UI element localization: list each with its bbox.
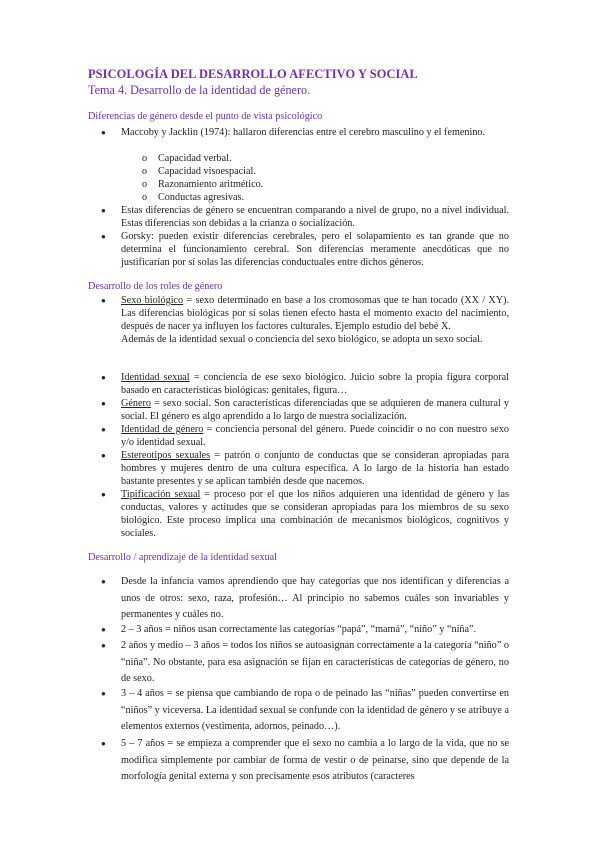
list-item: ● Gorsky: pueden existir diferencias cerebrales, pero el solapamiento es tan grande que no determina el funcionamiento cerebral. Son diferencias meramente anecdóticas que no justificarían por sí solas las diferencias conductuales entre dichos géneros. (101, 231, 509, 269)
list-item: ● Género = sexo social. Son características diferenciadas que se adquieren de manera cultural y social. El género es algo aprendido a lo largo de nuestra socialización. (101, 398, 509, 423)
term-sexo-biologico: Sexo biológico (121, 295, 184, 306)
bullet-icon: ● (101, 641, 106, 650)
term-identidad-de-genero: Identidad de género (121, 424, 204, 435)
list-item: ● Identidad sexual = conciencia de ese sexo biológico. Juicio sobre la propia figura corporal basado en características biológicas: genitales, figura… (101, 372, 509, 397)
term-genero: Género (121, 398, 151, 409)
list-item: ● 5 – 7 años = se empieza a comprender que el sexo no cambia a lo largo de la vida, que no se modifica simplemente por cambiar de forma de vestir o de peinarse, sino que depende de la morfología genital externa y son precisamente esos atributos (caracteres (101, 738, 509, 783)
list-item: ● Sexo biológico = sexo determinado en base a los cromosomas que te han tocado (XX / XY). Las diferencias biológicas por sí solas tienen efecto hasta el momento exacto del nacimiento, después de nacer ya influyen los factores culturales. Ejemplo estudio del bebé X. Además de la identidad sexual o conciencia del sexo biológico, se adopta un sexo social. (101, 295, 509, 346)
list-item: ● 2 años y medio – 3 años = todos los niños se autoasignan correctamente a la categoría “niño” o “niña”. No obstante, para esa asignación se fijan en características de categorías de género, no de sexo. (101, 640, 509, 685)
section-heading-sexual-identity: Desarrollo / aprendizaje de la identidad sexual (88, 552, 277, 563)
list-item: ● Desde la infancia vamos aprendiendo que hay categorías que nos identifican y diferencias a unos de otros: sexo, raza, profesión… Al principio no sabemos cuáles son invariables y permanentes y cuáles no. (101, 576, 509, 621)
bullet-icon: ● (101, 373, 106, 382)
list-item: ● Estereotipos sexuales = patrón o conjunto de conductas que se consideran apropiadas para hombres y mujeres dentro de una cultura específica. A lo largo de la historia han estado bastante presentes y se aplican también desde que nacemos. (101, 450, 509, 488)
term-identidad-sexual: Identidad sexual (121, 372, 190, 383)
list-item: ● Tipificación sexual = proceso por el que los niños adquieren una identidad de género y las conductas, valores y actitudes que se consideran apropiadas para los miembros de su sexo biológico. Este proceso implica una combinación de mecanismos biológicos, cognitivos y sociales. (101, 489, 510, 540)
bullet-icon: ● (101, 625, 106, 634)
bullet-icon: ● (101, 577, 106, 586)
list-item: ● Identidad de género = conciencia personal del género. Puede coincidir o no con nuestro sexo y/o identidad sexual. (101, 424, 510, 449)
sub-list-item: o Capacidad verbal. (142, 153, 232, 164)
list-item: ● 3 – 4 años = se piensa que cambiando de ropa o de peinado las “niñas” pueden convertirse en “niños” y viceversa. La identidad sexual se confunde con la identidad de género y se atribuye a elementos externos (vestimenta, adornos, peinado…). (101, 688, 509, 733)
section-heading-gender-differences: Diferencias de género desde el punto de vista psicológico (88, 111, 323, 122)
sub-list-item: o Razonamiento aritmético. (142, 179, 264, 190)
circle-bullet-icon: o (142, 192, 148, 203)
bullet-icon: ● (101, 128, 106, 137)
bullet-icon: ● (101, 425, 106, 434)
sub-list-item: o Conductas agresivas. (142, 192, 245, 203)
bullet-icon: ● (101, 739, 106, 748)
list-item: ● Estas diferencias de género se encuentran comparando a nivel de grupo, no a nivel individual. Estas diferencias son debidas a la crianza o socialización. (101, 205, 509, 230)
list-item: ● 2 – 3 años = niños usan correctamente las categorías “papá”, “mamá”, “niño” y “niña”. (121, 622, 509, 639)
term-estereotipos-sexuales: Estereotipos sexuales (121, 450, 211, 461)
list-item-note: Además de la identidad sexual o conciencia del sexo biológico, se adopta un sexo social. (121, 334, 483, 346)
circle-bullet-icon: o (142, 179, 148, 190)
bullet-icon: ● (101, 490, 106, 499)
term-tipificacion-sexual: Tipificación sexual (121, 489, 201, 500)
list-item: ● Maccoby y Jacklin (1974): hallaron diferencias entre el cerebro masculino y el femenino. (101, 127, 486, 138)
bullet-icon: ● (101, 689, 106, 698)
sub-list-item: o Capacidad visoespacial. (142, 166, 256, 177)
bullet-icon: ● (101, 399, 106, 408)
bullet-icon: ● (101, 296, 106, 305)
bullet-icon: ● (101, 232, 106, 241)
section-heading-gender-roles: Desarrollo de los roles de género (88, 281, 223, 292)
document-subtitle: Tema 4. Desarrollo de la identidad de género. (88, 83, 311, 97)
circle-bullet-icon: o (142, 153, 148, 164)
document-title: PSICOLOGÍA DEL DESARROLLO AFECTIVO Y SOCIAL (88, 67, 418, 81)
bullet-icon: ● (101, 451, 106, 460)
bullet-icon: ● (101, 206, 106, 215)
circle-bullet-icon: o (142, 166, 148, 177)
